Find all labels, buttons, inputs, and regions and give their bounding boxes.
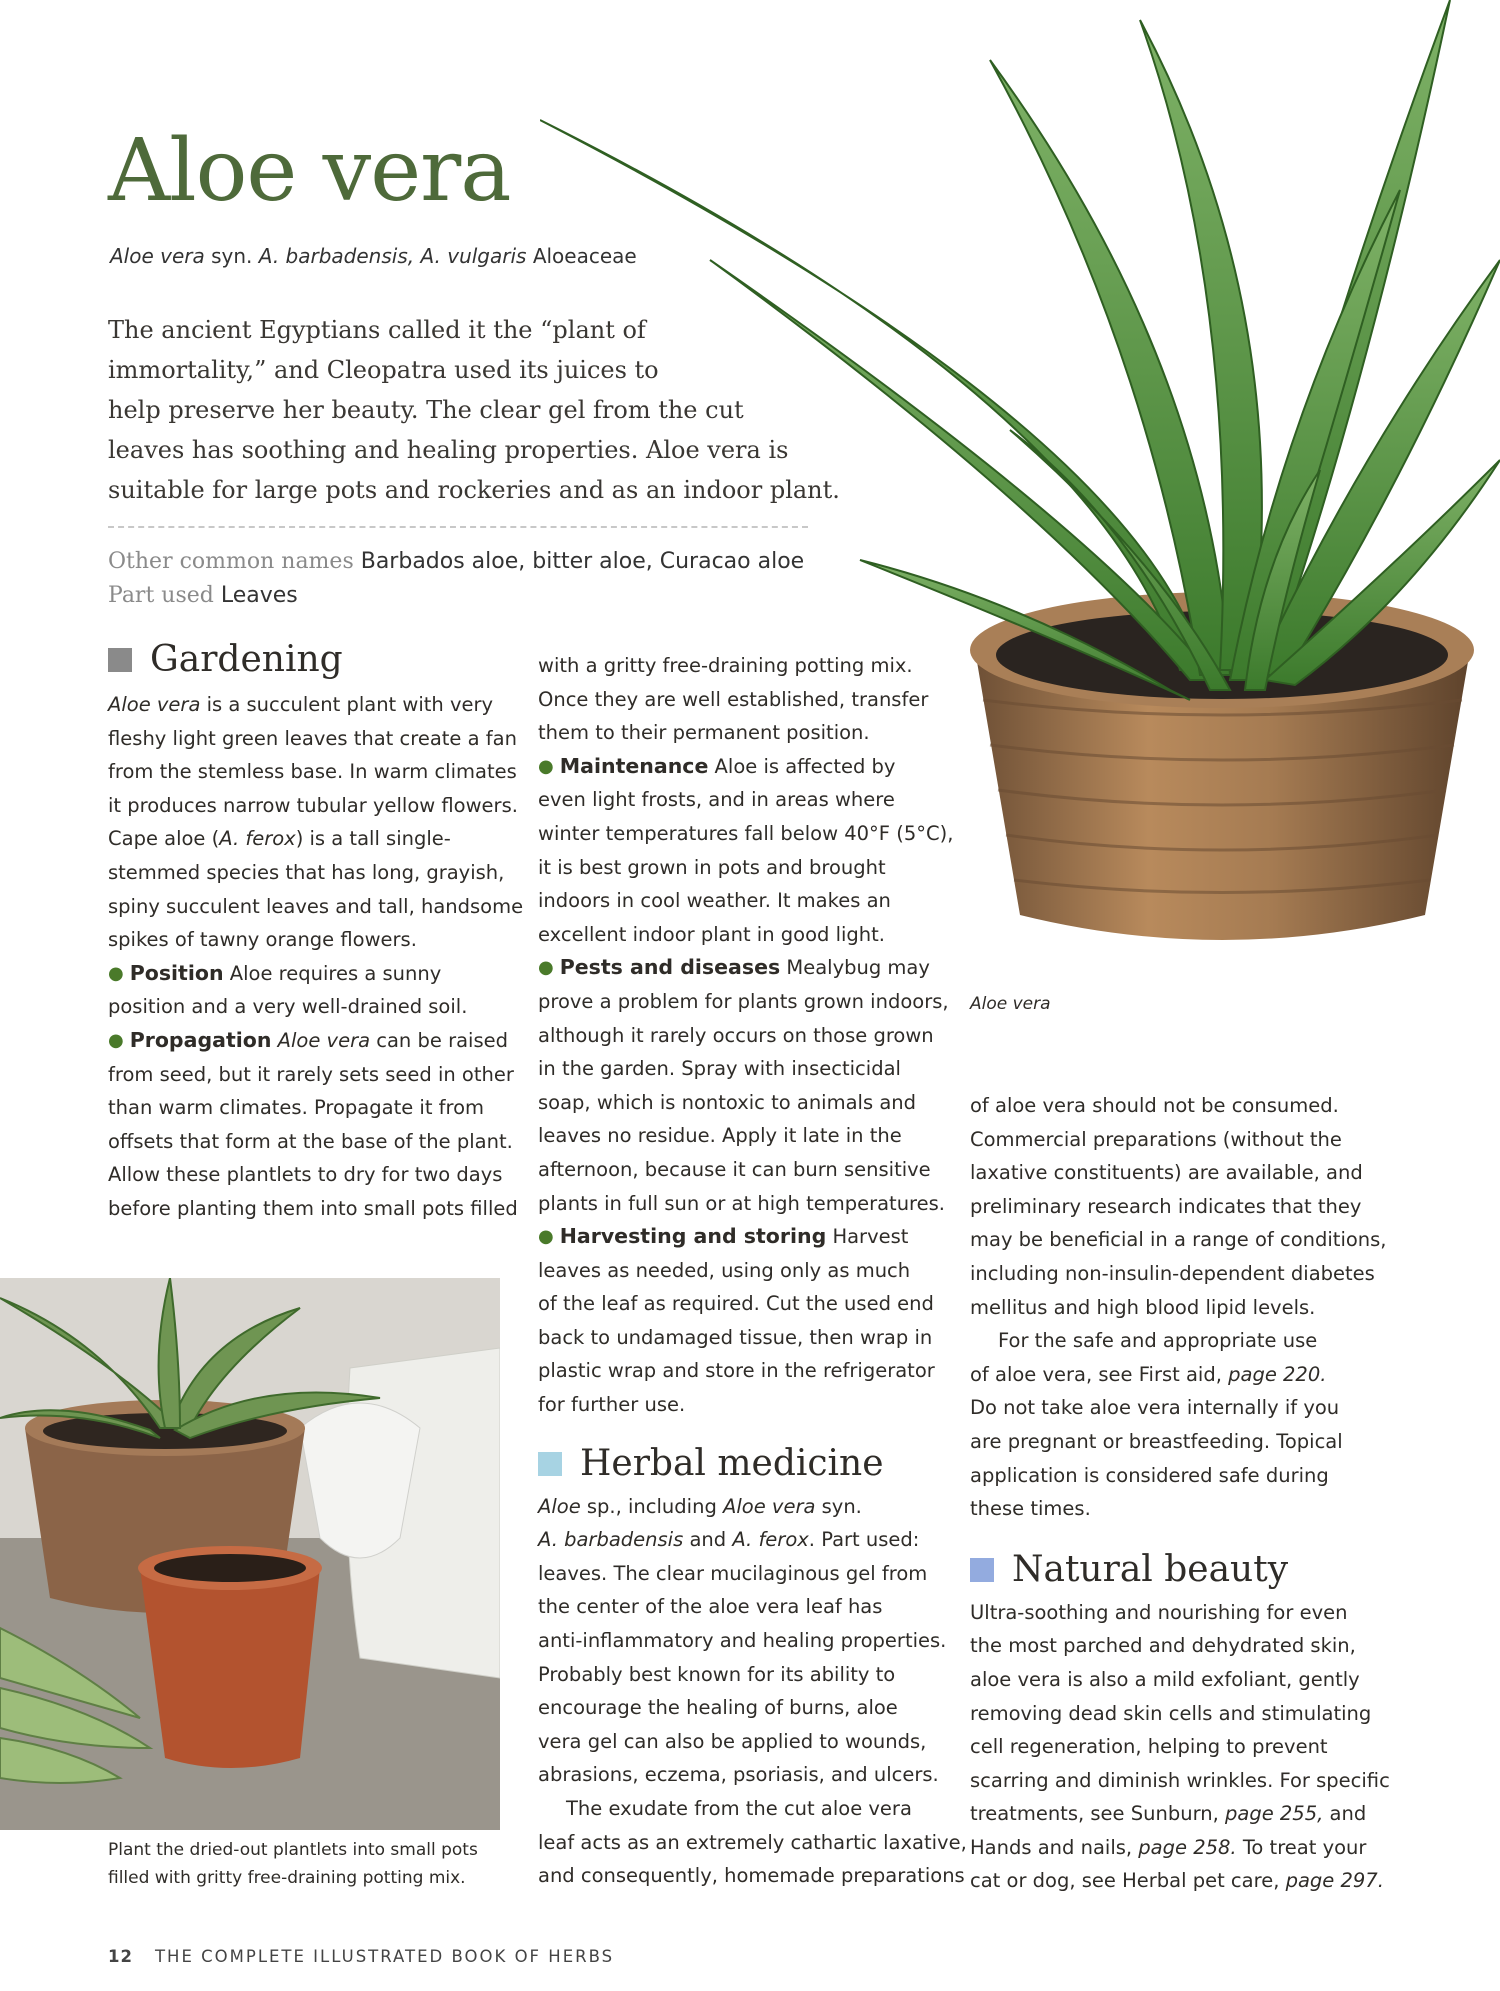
middle-column [538, 649, 967, 1893]
propagation-item: ● Propagation Aloe vera can be raised from seed, but it rarely sets seed in other than warm climates. Propagate it from offsets that form at the base of the plant. Allow these plantlets to dry for two days before planting them into small pots filled [108, 1027, 518, 1220]
dashed-divider [108, 526, 808, 528]
medicine-paragraph-3-cont: of aloe vera, see First aid, page 220. Do not take aloe vera internally if you are pregnant or breastfeeding. Topical application is considered safe during these times. [970, 1362, 1343, 1521]
page-title: Aloe vera [108, 121, 511, 221]
maintenance-item: ● Maintenance Aloe is affected by even light frosts, and in areas where winter temperatures fall below 40°F (5°C), it is best grown in pots and brought indoors in cool weather. It makes an excellent indoor plant in good light. [538, 753, 954, 946]
intro-line: The ancient Egyptians called it the “plant of [108, 316, 646, 344]
herbal-medicine-heading: Herbal medicine [538, 1442, 938, 1486]
propagation-continued: with a gritty free-draining potting mix. Once they are well established, transfer them to their permanent position. [538, 654, 929, 745]
gardening-intro: Aloe vera is a succulent plant with very fleshy light green leaves that create a fan from the stemless base. In warm climates it produces narrow tubular yellow flowers. Cape aloe (A. ferox) is a tall single- stemmed species that has long, grayish, spiny succulent leaves and tall, handsome spikes of tawny orange flowers. [108, 693, 524, 952]
bullet-icon: ● [108, 1029, 124, 1051]
book-title: THE COMPLETE ILLUSTRATED BOOK OF HERBS [154, 1947, 615, 1966]
intro-paragraph [108, 310, 840, 510]
page-ref: page 297. [1285, 1869, 1384, 1893]
part-used: Part used Leaves [108, 583, 298, 608]
page-ref: page 258. [1138, 1835, 1237, 1859]
main-photo-caption: Aloe vera [970, 994, 1051, 1014]
right-column [970, 1089, 1390, 1898]
medicine-paragraph-1: Aloe sp., including Aloe vera syn. A. barbadensis and A. ferox. Part used: leaves. The clear mucilaginous gel from the center of the aloe vera leaf has anti-inflammatory and healing properties. Probably best known for its ability to encourage the healing of burns, aloe vera gel can also be applied to wounds, abrasions, eczema, psoriasis, and ulcers. [538, 1494, 947, 1787]
medicine-paragraph-3: For the safe and appropriate use [998, 1329, 1318, 1353]
intro-line: immortality,” and Cleopatra used its juices to [108, 356, 659, 384]
bullet-icon: ● [538, 957, 554, 979]
bullet-icon: ● [538, 1226, 554, 1248]
natural-beauty-heading: Natural beauty [970, 1548, 1370, 1592]
potting-plantlets-photo [0, 1278, 500, 1830]
botanical-name: Aloe vera syn. A. barbadensis, A. vulgaris Aloeaceae [110, 244, 637, 268]
pests-item: ● Pests and diseases Mealybug may prove a problem for plants grown indoors, although it rarely occurs on those grown in the garden. Spray with insecticidal soap, which is nontoxic to animals and leaves no residue. Apply it late in the afternoon, because it can burn sensitive plants in full sun or at high temperatures. [538, 955, 949, 1215]
other-common-names: Other common names Barbados aloe, bitter aloe, Curacao aloe [108, 549, 805, 574]
intro-line: help preserve her beauty. The clear gel from the cut [108, 396, 744, 424]
medicine-square-icon [538, 1452, 562, 1476]
page-number: 12 [108, 1947, 133, 1966]
medicine-paragraph-2: The exudate from the cut aloe vera [566, 1797, 912, 1820]
beauty-paragraph: Ultra-soothing and nourishing for even the most parched and dehydrated skin, aloe vera is also a mild exfoliant, gently removing dead skin cells and stimulating cell regeneration, helping to prevent scarring and diminish wrinkles. For specific treatments, see Sunburn, page 255, and Hands and nails, page 258. To treat your cat or dog, see Herbal pet care, page 297. [970, 1600, 1390, 1893]
medicine-paragraph-2-cont: leaf acts as an extremely cathartic laxative, and consequently, homemade preparations [538, 1830, 967, 1888]
page-footer [108, 1947, 614, 1966]
position-item: ● Position Aloe requires a sunny position and a very well-drained soil. [108, 960, 468, 1019]
potting-photo-caption: Plant the dried-out plantlets into small pots filled with gritty free-draining potting mix. [108, 1840, 478, 1888]
gardening-square-icon [108, 648, 132, 672]
bullet-icon: ● [108, 962, 124, 984]
medicine-paragraph-2-end: of aloe vera should not be consumed. Commercial preparations (without the laxative constituents) are available, and preliminary research indicates that they may be beneficial in a range of conditions, including non-insulin-dependent diabetes mellitus and high blood lipid levels. [970, 1094, 1387, 1319]
bullet-icon: ● [538, 755, 554, 777]
page-ref: page 220. [1228, 1362, 1327, 1386]
intro-line: suitable for large pots and rockeries and as an indoor plant. [108, 476, 840, 504]
harvesting-item: ● Harvesting and storing Harvest leaves as needed, using only as much of the leaf as required. Cut the used end back to undamaged tissue, then wrap in plastic wrap and store in the refrigerator for further use. [538, 1224, 935, 1417]
gardening-column [108, 638, 524, 1226]
beauty-square-icon [970, 1558, 994, 1582]
gardening-heading: Gardening [108, 638, 508, 682]
page-ref: page 255, [1225, 1802, 1324, 1826]
intro-line: leaves has soothing and healing properties. Aloe vera is [108, 436, 789, 464]
